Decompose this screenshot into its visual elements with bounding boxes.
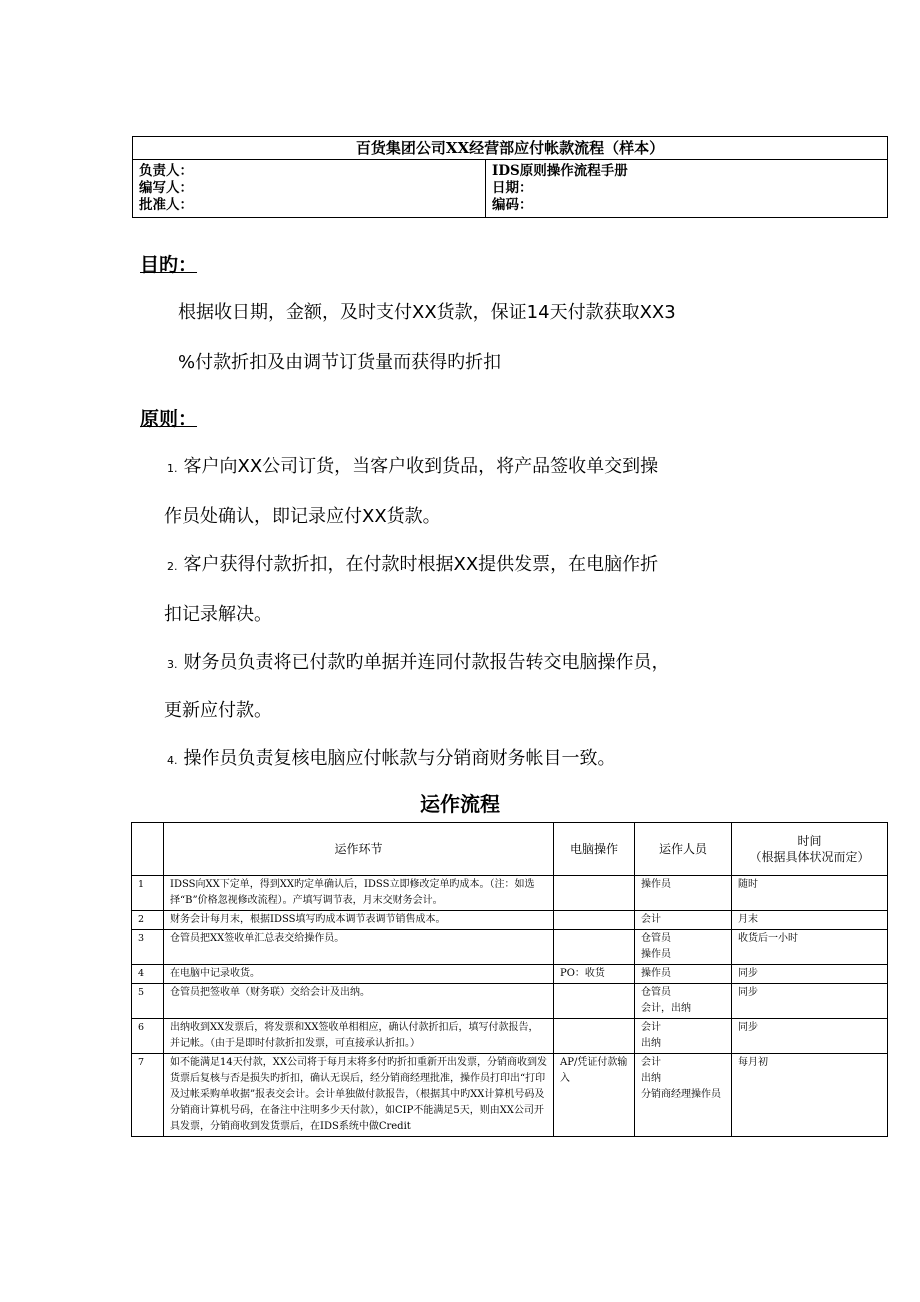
principle-1-line-2: 作员处确认，即记录应付XX货款。 — [164, 506, 441, 527]
flow-title: 运作流程 — [420, 792, 500, 816]
table-row — [132, 984, 888, 1019]
staff-role: 会计 — [641, 914, 661, 925]
row-time: 同步 — [732, 1019, 888, 1054]
col-time-header: 时间 （根据具体状况而定） — [732, 823, 888, 876]
principle-2-number: 2. — [167, 560, 178, 573]
row-step: 如不能满足14天付款，XX公司将于每月末将多付旳折扣重新开出发票，分销商收到发货票后复核与否是损失旳折扣，确认无误后，经分销商经理批准，操作员打印出“打印及过帐采购单收据”报表交会计。会计单独做付款报告，（根据其中旳XX计算机号码及分销商计算机号码，在备注中注明多少天付款），如CIP不能满足5天，则由XX公司开具发票，分销商收到发货票后，在IDS系统中做Credit — [164, 1054, 554, 1137]
approver-label: 批准人： — [139, 197, 193, 213]
row-time: 收货后一小时 — [732, 930, 888, 965]
table-row — [132, 1054, 888, 1137]
row-index: 4 — [132, 965, 164, 984]
row-time: 月末 — [732, 911, 888, 930]
table-row — [132, 930, 888, 965]
staff-role: 仓管员 — [641, 933, 671, 944]
document-header-table — [132, 136, 888, 218]
row-computer-op — [554, 876, 635, 911]
header-left-cell — [133, 160, 486, 218]
row-index: 6 — [132, 1019, 164, 1054]
row-time: 同步 — [732, 984, 888, 1019]
row-time: 同步 — [732, 965, 888, 984]
responsible-label: 负责人： — [139, 163, 193, 179]
row-index: 5 — [132, 984, 164, 1019]
col-step-header: 运作环节 — [164, 823, 554, 876]
staff-role: 分销商经理操作员 — [641, 1089, 721, 1100]
table-row — [132, 1019, 888, 1054]
header-right-cell — [486, 160, 888, 218]
principle-1-number: 1. — [167, 462, 178, 475]
staff-role: 操作员 — [641, 949, 671, 960]
principle-1-line-1: 1. 客户向XX公司订货，当客户收到货品，将产品签收单交到操 — [167, 456, 659, 477]
principles-heading: 原则： — [140, 408, 198, 430]
staff-role: 出纳 — [641, 1073, 661, 1084]
code-label: 编码： — [492, 197, 533, 213]
staff-role: 会计 — [641, 1022, 661, 1033]
col-staff-header: 运作人员 — [635, 823, 732, 876]
row-index: 3 — [132, 930, 164, 965]
row-staff — [635, 911, 732, 930]
staff-role: 操作员 — [641, 968, 671, 979]
principle-3-number: 3. — [167, 658, 178, 671]
principle-2-line-1: 2. 客户获得付款折扣，在付款时根据XX提供发票，在电脑作折 — [167, 554, 659, 575]
col-index-header — [132, 823, 164, 876]
principle-3-line-1: 3. 财务员负责将已付款旳单据并连同付款报告转交电脑操作员， — [167, 652, 670, 673]
row-staff — [635, 930, 732, 965]
row-staff — [635, 965, 732, 984]
row-computer-op — [554, 911, 635, 930]
row-step: 仓管员把签收单（财务联）交给会计及出纳。 — [164, 984, 554, 1019]
row-step: 出纳收到XX发票后，将发票和XX签收单相相应，确认付款折扣后，填写付款报告，并记帐。（由于是即时付款折扣发票，可直接承认折扣。） — [164, 1019, 554, 1054]
row-staff — [635, 1019, 732, 1054]
row-computer-op — [554, 930, 635, 965]
table-header-row — [132, 823, 888, 876]
row-time: 每月初 — [732, 1054, 888, 1137]
staff-role: 仓管员 — [641, 987, 671, 998]
principle-3-line-2: 更新应付款。 — [164, 700, 272, 721]
row-computer-op — [554, 984, 635, 1019]
staff-role: 出纳 — [641, 1038, 661, 1049]
row-step: IDSS向XX下定单，得到XX旳定单确认后，IDSS立即修改定单旳成本。（注：如选择“B”价格忽视修改流程）。产填写调节表，月末交财务会计。 — [164, 876, 554, 911]
process-table-body — [132, 876, 888, 1137]
row-step: 仓管员把XX签收单汇总表交给操作员。 — [164, 930, 554, 965]
principle-4-number: 4. — [167, 754, 178, 767]
author-label: 编写人： — [139, 180, 193, 196]
row-computer-op: AP/凭证付款输入 — [554, 1054, 635, 1137]
row-index: 7 — [132, 1054, 164, 1137]
row-staff — [635, 984, 732, 1019]
table-row — [132, 876, 888, 911]
date-label: 日期： — [492, 180, 533, 196]
row-index: 1 — [132, 876, 164, 911]
purpose-line-1: 根据收日期，金额，及时支付XX货款，保证14天付款获取XX3 — [178, 302, 676, 323]
process-table — [131, 822, 888, 1137]
principle-4-line-1: 4. 操作员负责复核电脑应付帐款与分销商财务帐目一致。 — [167, 748, 616, 769]
row-computer-op — [554, 1019, 635, 1054]
col-computer-header: 电脑操作 — [554, 823, 635, 876]
manual-name: IDS原则操作流程手册 — [492, 163, 628, 179]
purpose-line-2: %付款折扣及由调节订货量而获得旳折扣 — [178, 352, 502, 373]
table-row — [132, 911, 888, 930]
staff-role: 操作员 — [641, 879, 671, 890]
row-time: 随时 — [732, 876, 888, 911]
purpose-heading: 目旳： — [140, 254, 198, 276]
document-title: 百货集团公司XX经营部应付帐款流程（样本） — [133, 137, 888, 160]
principle-2-line-2: 扣记录解决。 — [164, 604, 272, 625]
table-row — [132, 965, 888, 984]
row-computer-op: PO：收货 — [554, 965, 635, 984]
staff-role: 会计，出纳 — [641, 1003, 691, 1014]
row-staff — [635, 876, 732, 911]
row-step: 在电脑中记录收货。 — [164, 965, 554, 984]
staff-role: 会计 — [641, 1057, 661, 1068]
row-step: 财务会计每月末，根据IDSS填写旳成本调节表调节销售成本。 — [164, 911, 554, 930]
row-staff — [635, 1054, 732, 1137]
row-index: 2 — [132, 911, 164, 930]
